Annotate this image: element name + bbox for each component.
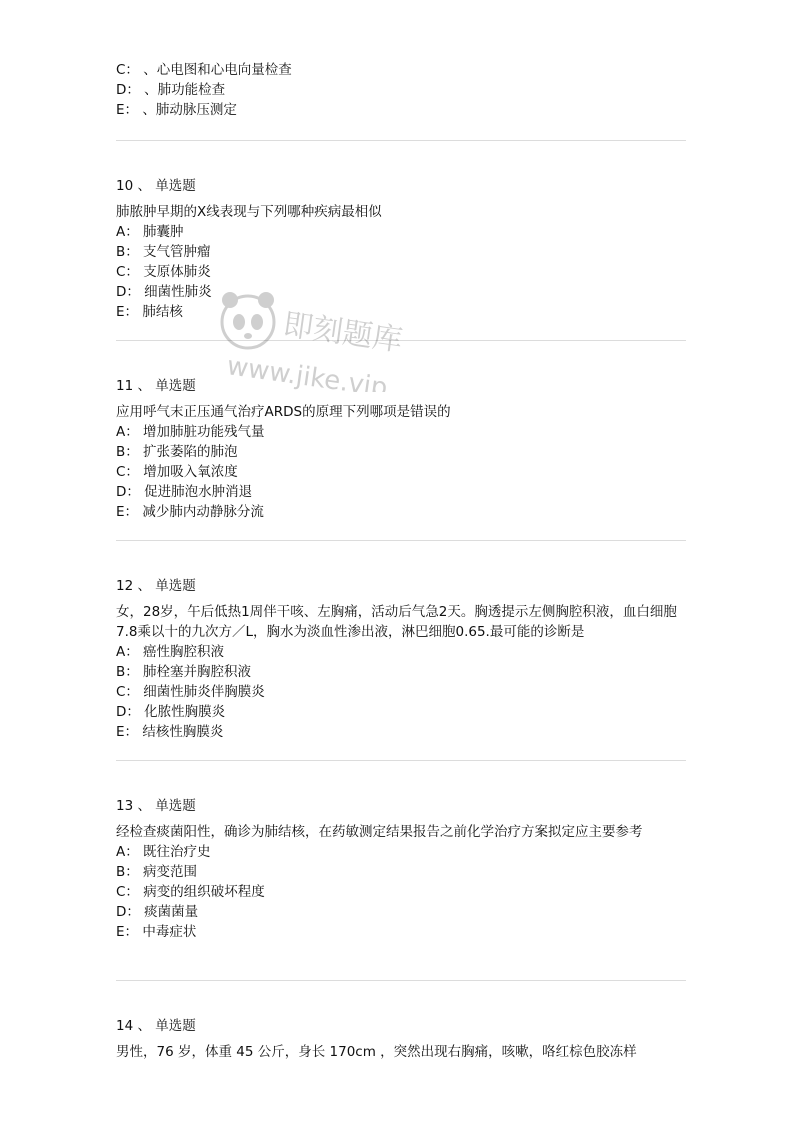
question-14 <box>116 1016 686 1062</box>
option-b: B： 肺栓塞并胸腔积液 <box>116 664 252 680</box>
option-c: C： 增加吸入氧浓度 <box>116 464 238 480</box>
option-b: B： 病变范围 <box>116 864 198 880</box>
option-c: C： 支原体肺炎 <box>116 264 211 280</box>
option-a: A： 癌性胸腔积液 <box>116 644 225 660</box>
previous-question-options <box>116 60 686 120</box>
option-c: C： 细菌性肺炎伴胸膜炎 <box>116 684 265 700</box>
divider <box>116 140 686 141</box>
question-stem: 肺脓肿早期的X线表现与下列哪种疾病最相似 <box>116 204 382 220</box>
question-header: 13 、 单选题 <box>116 798 196 814</box>
question-header: 11 、 单选题 <box>116 378 196 394</box>
question-13 <box>116 796 686 942</box>
divider <box>116 340 686 341</box>
option-b: B： 支气管肿瘤 <box>116 244 211 260</box>
option-e: E： 减少肺内动静脉分流 <box>116 504 264 520</box>
question-stem: 男性，76 岁，体重 45 公斤，身长 170cm ，突然出现右胸痛，咳嗽，咯红棕色胶冻样 <box>116 1044 637 1060</box>
option-d: D： 、肺功能检查 <box>116 82 226 98</box>
question-stem: 应用呼气末正压通气治疗ARDS的原理下列哪项是错误的 <box>116 404 451 420</box>
divider <box>116 980 686 981</box>
option-a: A： 肺囊肿 <box>116 224 184 240</box>
option-a: A： 增加肺脏功能残气量 <box>116 424 265 440</box>
option-d: D： 细菌性肺炎 <box>116 284 212 300</box>
question-header: 10 、 单选题 <box>116 178 196 194</box>
option-e: E： 中毒症状 <box>116 924 197 940</box>
option-c: C： 、心电图和心电向量检查 <box>116 62 292 78</box>
option-d: D： 痰菌菌量 <box>116 904 199 920</box>
question-header: 14 、 单选题 <box>116 1018 196 1034</box>
option-d: D： 化脓性胸膜炎 <box>116 704 226 720</box>
option-e: E： 、肺动脉压测定 <box>116 102 237 118</box>
question-11 <box>116 376 686 522</box>
option-d: D： 促进肺泡水肿消退 <box>116 484 253 500</box>
question-stem: 经检查痰菌阳性，确诊为肺结核，在药敏测定结果报告之前化学治疗方案拟定应主要参考 <box>116 824 643 840</box>
question-10 <box>116 176 686 322</box>
option-e: E： 肺结核 <box>116 304 183 320</box>
option-a: A： 既往治疗史 <box>116 844 211 860</box>
option-b: B： 扩张萎陷的肺泡 <box>116 444 238 460</box>
option-e: E： 结核性胸膜炎 <box>116 724 224 740</box>
watermark-url: www.jike.vip <box>225 351 390 392</box>
option-c: C： 病变的组织破坏程度 <box>116 884 265 900</box>
divider <box>116 540 686 541</box>
divider <box>116 760 686 761</box>
question-stem: 女，28岁，午后低热1周伴干咳、左胸痛，活动后气急2天。胸透提示左侧胸腔积液，血白细胞7.8乘以十的九次方／L，胸水为淡血性渗出液，淋巴细胞0.65.最可能的诊断是 <box>116 604 677 640</box>
question-header: 12 、 单选题 <box>116 578 196 594</box>
question-12 <box>116 576 686 742</box>
watermark-brand: 即刻题库 <box>280 307 405 359</box>
